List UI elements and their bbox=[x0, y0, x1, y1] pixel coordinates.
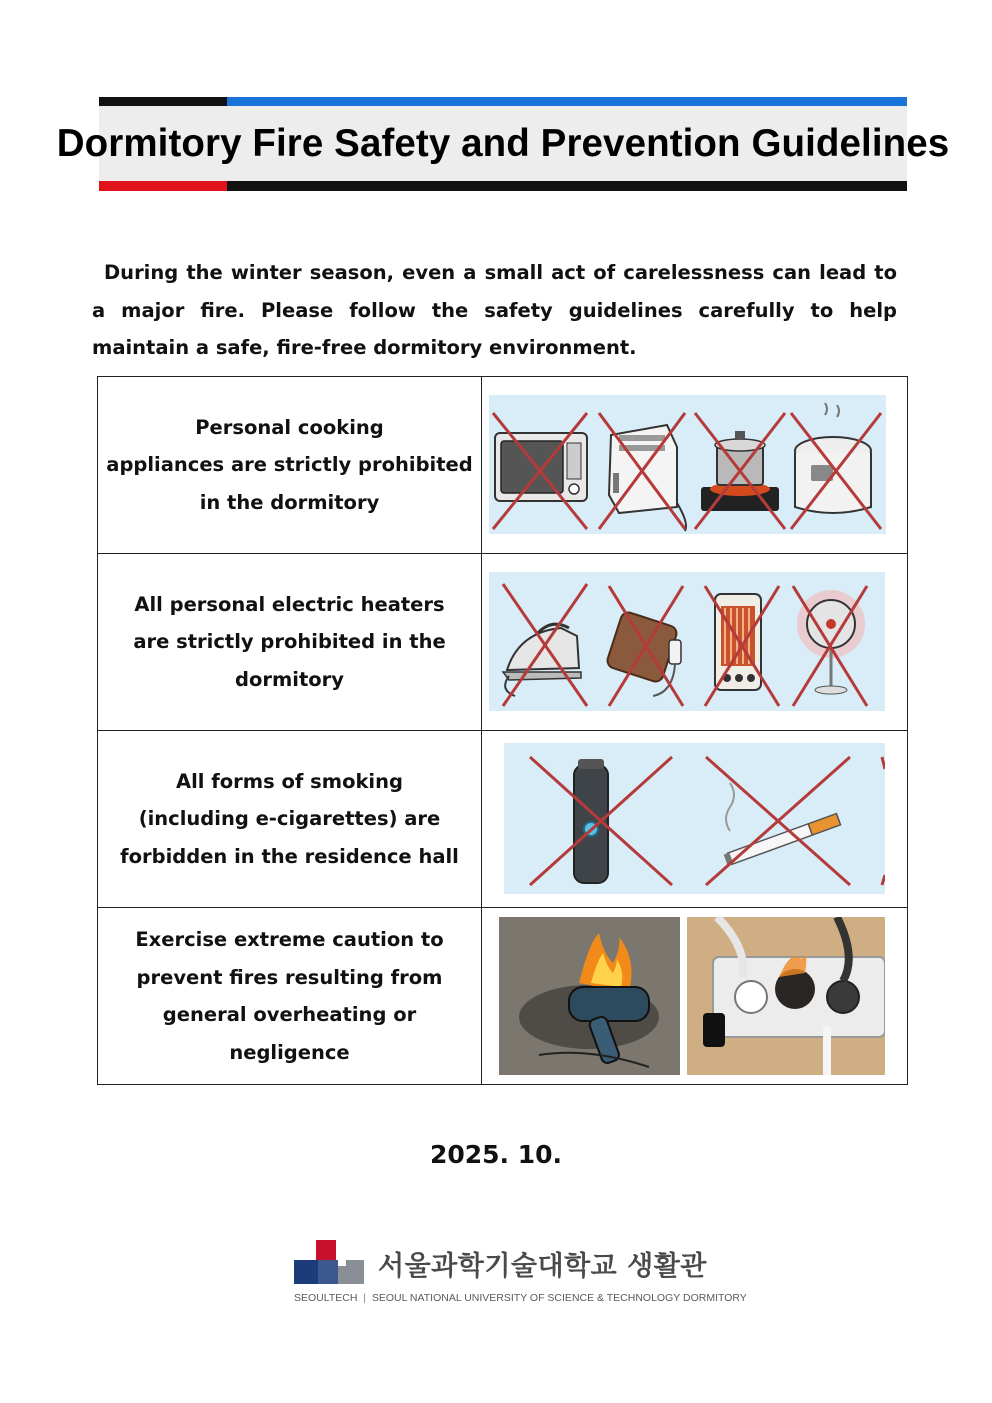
rule-text-smoking bbox=[98, 731, 482, 908]
rule-line: All personal electric heaters bbox=[134, 592, 445, 616]
burning-power-strip-photo bbox=[687, 917, 885, 1075]
university-logo bbox=[294, 1240, 747, 1306]
title-banner bbox=[56, 97, 950, 192]
rule-line: in the dormitory bbox=[199, 490, 380, 514]
issue-date: 2025. 10. bbox=[429, 1140, 563, 1169]
burning-hair-dryer-photo bbox=[499, 917, 680, 1075]
rule-line: prevent fires resulting from bbox=[136, 965, 443, 989]
rule-text-overheating bbox=[98, 908, 482, 1085]
rule-line: Personal cooking bbox=[195, 415, 384, 439]
logo-english-name: SEOUL NATIONAL UNIVERSITY OF SCIENCE & TECHNOLOGY DORMITORY bbox=[371, 1292, 747, 1304]
rule-line: general overheating or bbox=[162, 1003, 417, 1026]
logo-english-line bbox=[294, 1292, 747, 1304]
cooking-appliances-panel bbox=[489, 395, 886, 534]
rule-text-heaters bbox=[98, 554, 482, 731]
seoultech-emblem bbox=[294, 1240, 372, 1288]
rule-image-cooking bbox=[482, 377, 908, 554]
title-bar-top-blue bbox=[227, 97, 907, 106]
logo-separator: | bbox=[360, 1292, 369, 1304]
rule-line: All forms of smoking bbox=[176, 769, 403, 793]
rule-text-cooking bbox=[98, 377, 482, 554]
rule-line: negligence bbox=[229, 1040, 350, 1064]
title-bar-bottom-red bbox=[99, 181, 227, 191]
table-row bbox=[98, 908, 908, 1085]
rule-image-overheating bbox=[482, 908, 908, 1085]
microwave-icon bbox=[495, 433, 587, 501]
electric-heaters-panel bbox=[489, 572, 885, 711]
rule-line: are strictly prohibited in the bbox=[133, 630, 446, 654]
steam-iron-icon bbox=[503, 624, 581, 696]
guidelines-table bbox=[97, 376, 908, 1085]
table-row bbox=[98, 377, 908, 554]
page-title: Dormitory Fire Safety and Prevention Guidelines bbox=[56, 121, 950, 165]
rule-line: forbidden in the residence hall bbox=[120, 844, 459, 868]
table-row bbox=[98, 554, 908, 731]
title-bar-bottom-black bbox=[227, 181, 907, 191]
logo-short-name: SEOULTECH bbox=[294, 1292, 358, 1304]
rule-line: appliances are strictly prohibited bbox=[106, 453, 473, 477]
rule-image-smoking bbox=[482, 731, 908, 908]
title-bar-top-black bbox=[99, 97, 227, 106]
rule-line: (including e-cigarettes) are bbox=[138, 807, 441, 831]
logo-korean-name: 서울과학기술대학교 생활관 bbox=[378, 1251, 707, 1282]
smoking-panel bbox=[504, 743, 885, 894]
rule-line: dormitory bbox=[234, 667, 345, 691]
rice-cooker-icon bbox=[795, 403, 871, 513]
rule-image-heaters bbox=[482, 554, 908, 731]
intro-paragraph: During the winter season, even a small act of carelessness can lead to a major fire. Please follow the safety guidelines carefully to help maintain a safe, fire-free dormitory environment. bbox=[92, 261, 897, 359]
table-row bbox=[98, 731, 908, 908]
rule-line: Exercise extreme caution to bbox=[135, 928, 444, 951]
